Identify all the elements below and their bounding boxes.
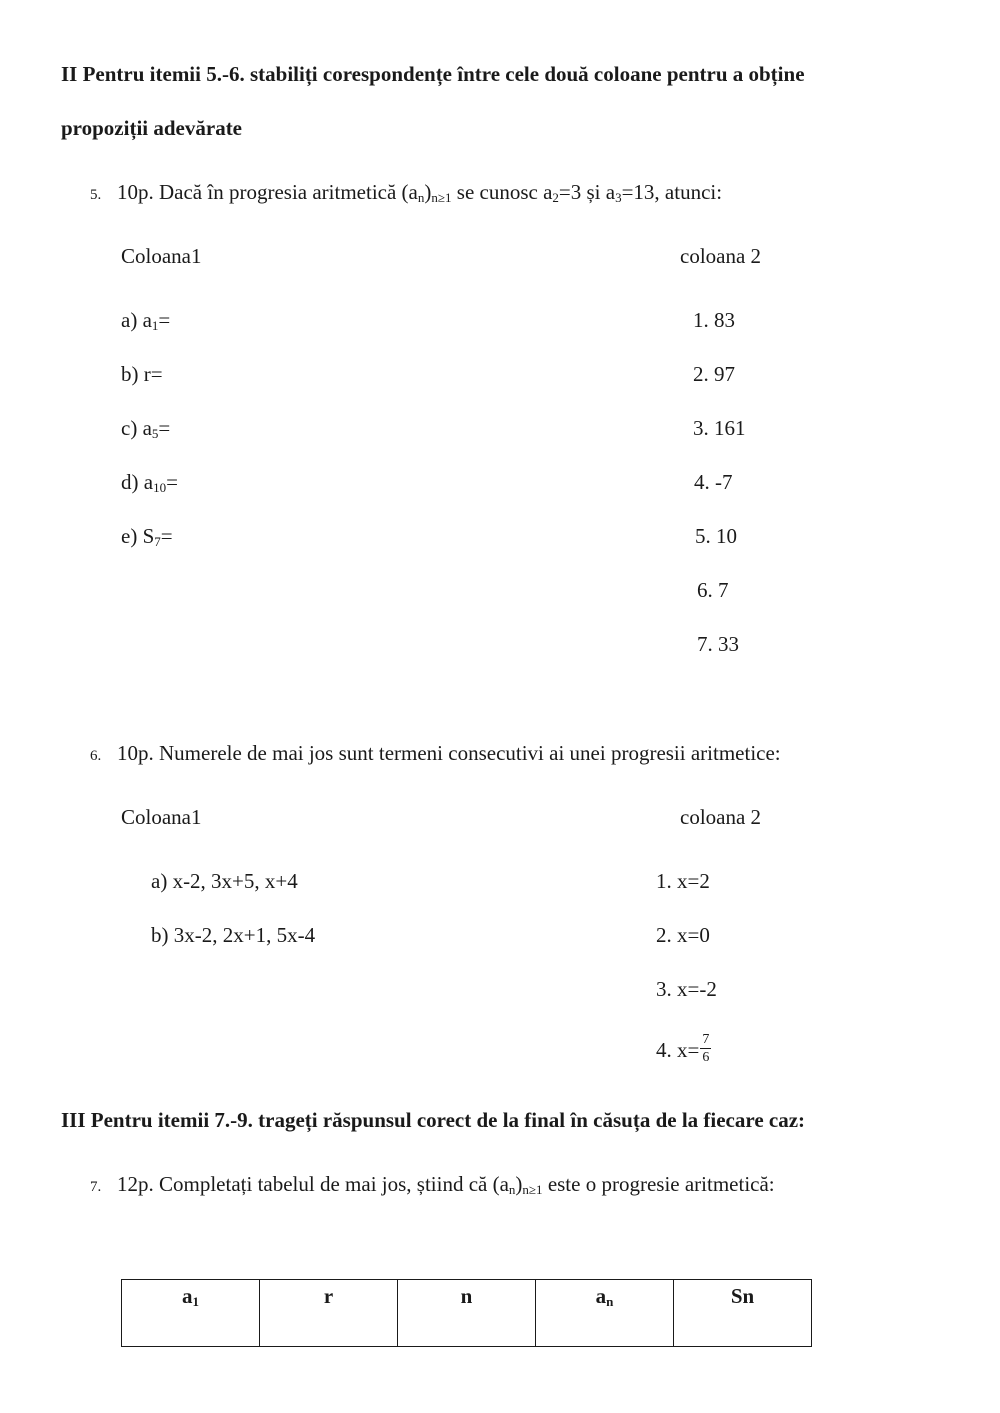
item6-column2-header: coloana 2 [680, 805, 762, 829]
item6-right-option-3[interactable]: 3. x=-2 [656, 977, 717, 1001]
table-header-an[interactable]: $a_n$ [536, 1280, 674, 1347]
table-header-n[interactable]: n [398, 1280, 536, 1347]
section2-heading-line1: II Pentru itemii 5.-6. stabiliți corespondențe între cele două coloane pentru a obține [61, 62, 805, 86]
item5-column2-header: coloana 2 [680, 244, 762, 268]
item6-column1-header: Coloana1 [121, 805, 202, 829]
item6-left-option-a[interactable]: a) x-2, 3x+5, x+4 [151, 869, 298, 893]
item5-left-option-c[interactable]: c) $a_5=$ [121, 416, 171, 441]
item6-right-option-2[interactable]: 2. x=0 [656, 923, 710, 947]
item6-left-option-b[interactable]: b) 3x-2, 2x+1, 5x-4 [151, 923, 316, 947]
item5-left-option-b[interactable]: b) r= [121, 362, 163, 386]
item6-right-option-4[interactable]: 4. x= $\frac{7}{6}$ [656, 1032, 710, 1065]
item5-number: 5. [90, 187, 102, 203]
table-header-r[interactable]: r [260, 1280, 398, 1347]
item5-question: 5. 10p. Dacă în progresia aritmetică $(a_n)_{n\ge 1}$ se cunosc $a_2=3$ și $a_3=13$, atunci: [90, 180, 723, 205]
section2-heading-line2: propoziții adevărate [61, 116, 243, 140]
item5-right-option-3[interactable]: 3. 161 [693, 416, 746, 440]
item6-number: 6. [90, 748, 102, 764]
item6-question: 6. 10p. Numerele de mai jos sunt termeni consecutivi ai unei progresii aritmetice: [90, 741, 781, 765]
item7-number: 7. [90, 1179, 102, 1195]
item6-right-option-1[interactable]: 1. x=2 [656, 869, 710, 893]
fraction-seven-sixths: $\frac{7}{6}$ [702, 1032, 710, 1065]
item5-right-option-2[interactable]: 2. 97 [693, 362, 735, 386]
item5-right-option-4[interactable]: 4. -7 [694, 470, 733, 494]
item5-left-option-a[interactable]: a) $a_1=$ [121, 308, 171, 333]
item5-right-option-5[interactable]: 5. 10 [695, 524, 737, 548]
item5-right-option-1[interactable]: 1. 83 [693, 308, 735, 332]
item5-left-option-d[interactable]: d) $a_{10}=$ [121, 470, 178, 495]
item5-left-option-e[interactable]: e) $S_7=$ [121, 524, 173, 549]
item5-right-option-6[interactable]: 6. 7 [697, 578, 729, 602]
item7-question: 7. 12p. Completați tabelul de mai jos, știind că $(a_n)_{n\ge 1}$ este o progresie aritmetică: [90, 1172, 775, 1197]
item7-progression-table [121, 1279, 812, 1347]
item5-right-option-7[interactable]: 7. 33 [697, 632, 739, 656]
table-header-a1[interactable]: $a_1$ [122, 1280, 260, 1347]
table-header-sn[interactable]: Sn [674, 1280, 812, 1347]
item5-column1-header: Coloana1 [121, 244, 202, 268]
section3-heading: III Pentru itemii 7.-9. trageți răspunsul corect de la final în căsuța de la fiecare caz: [61, 1108, 806, 1132]
